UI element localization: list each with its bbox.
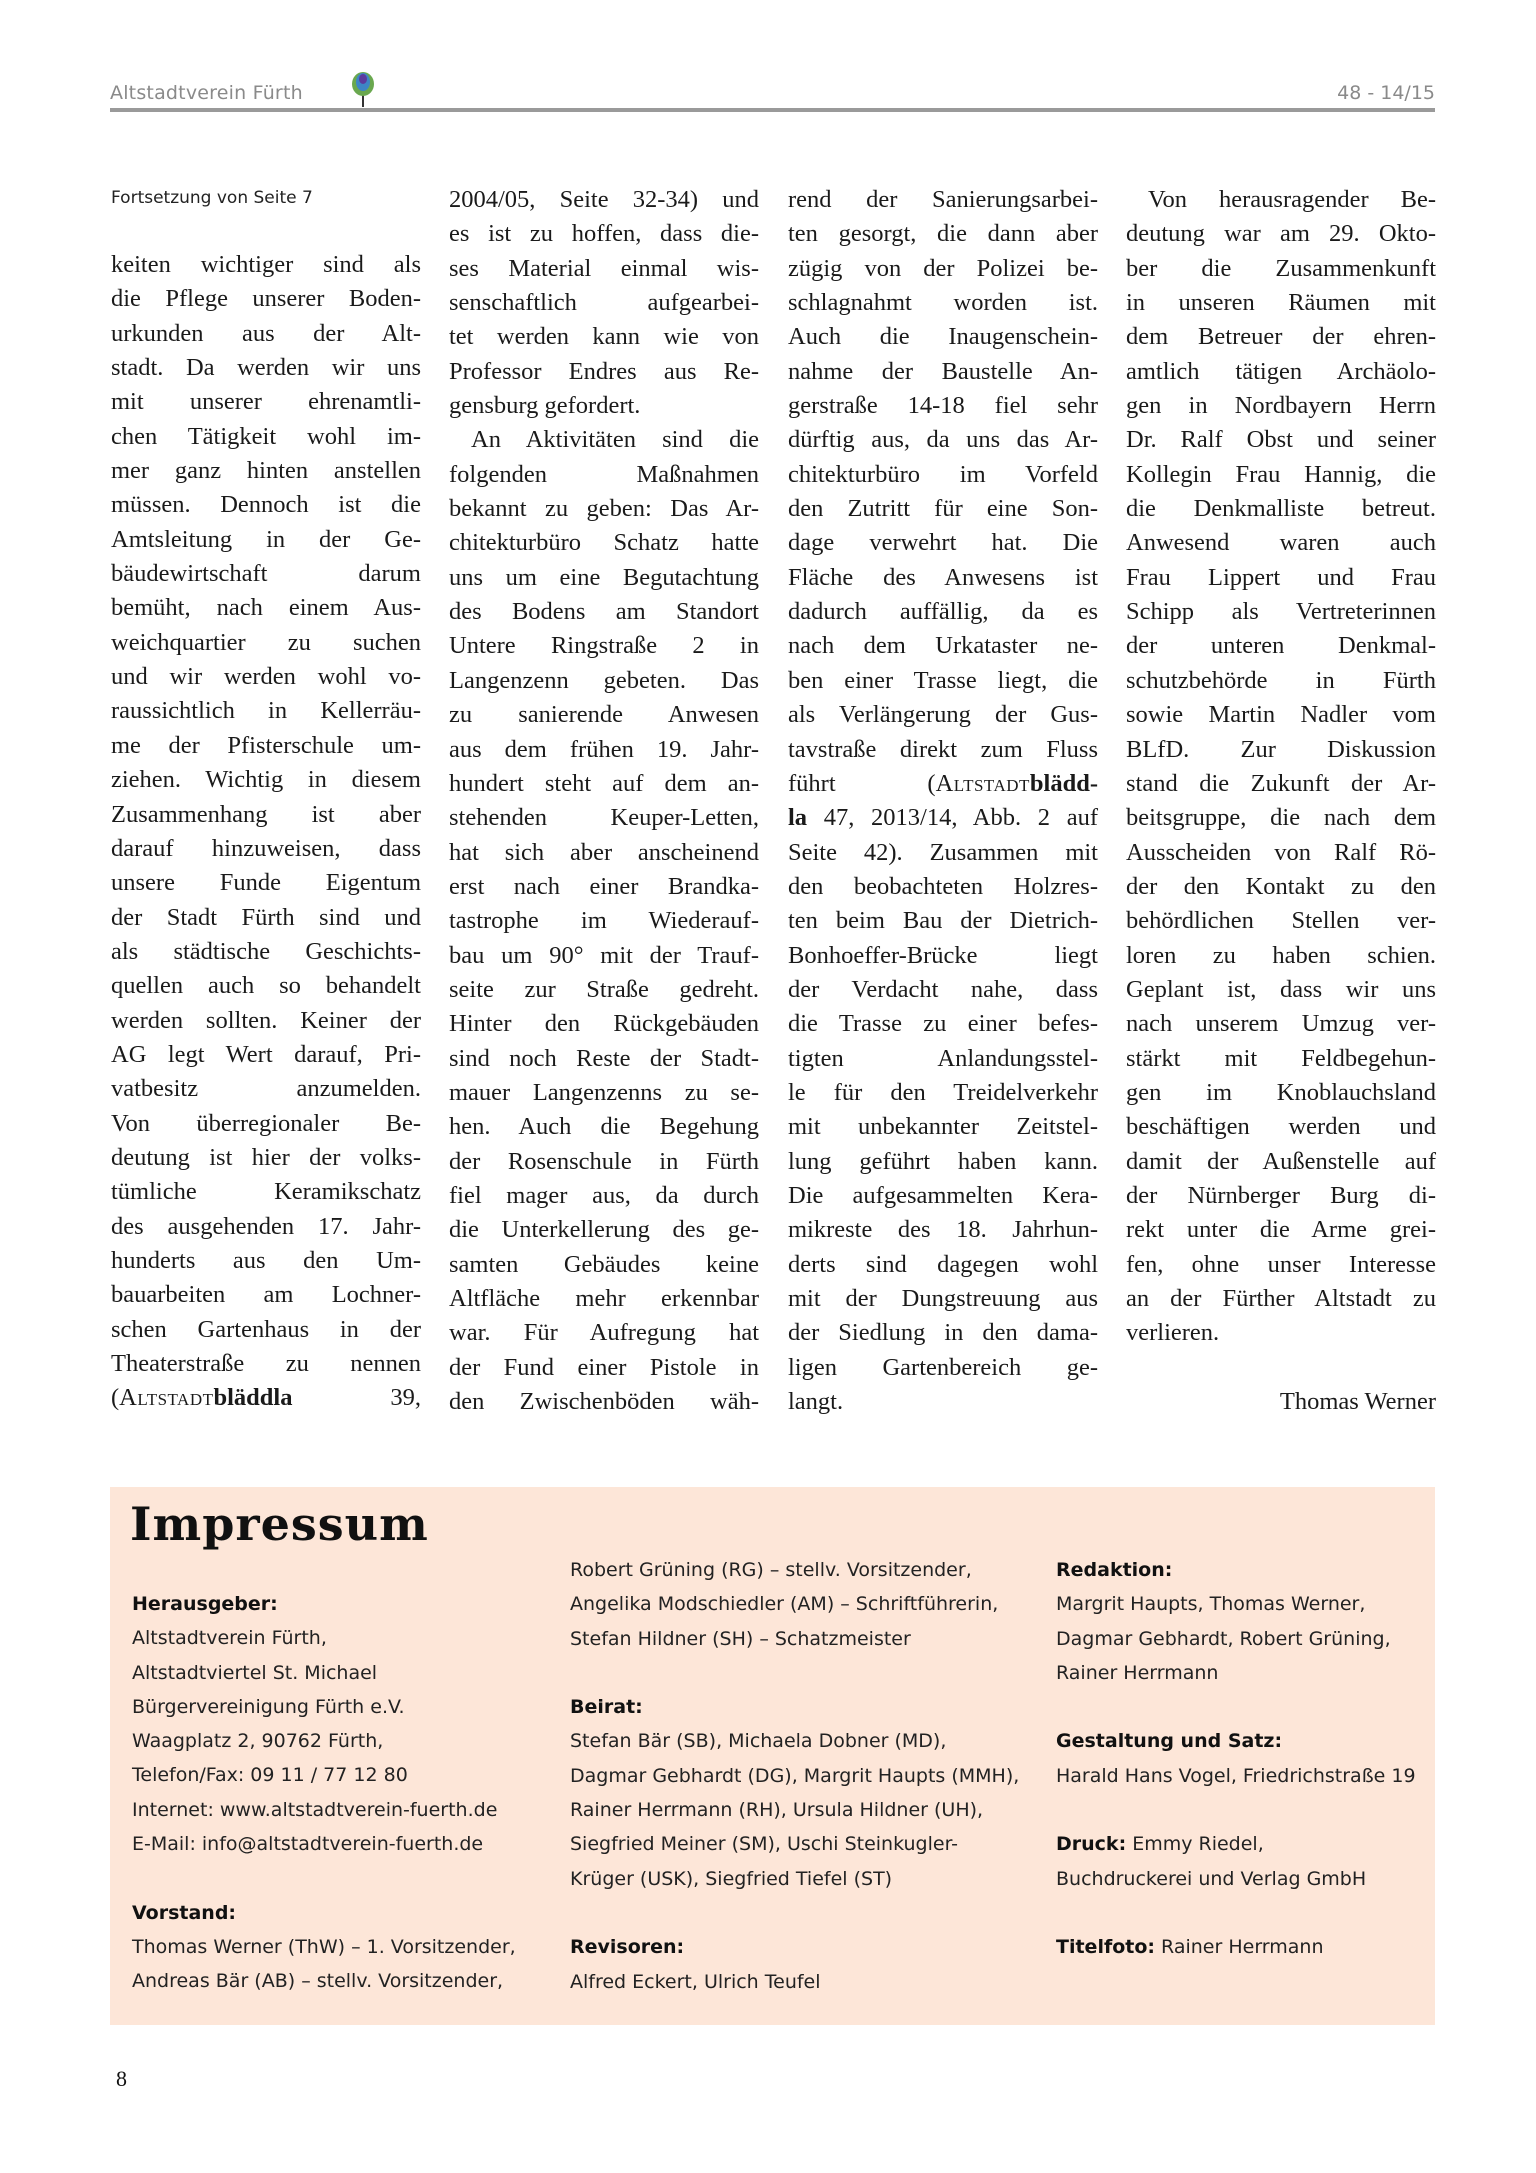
citation-line: la 47, 2013/14, Abb. 2 auf bbox=[788, 804, 1098, 832]
text-line: war. Für Aufregung hat bbox=[449, 1319, 759, 1347]
text-line: tigten Anlandungsstel- bbox=[788, 1044, 1098, 1072]
text-line: keiten wichtiger sind als bbox=[111, 251, 421, 278]
text-line: An Aktivitäten sind die bbox=[471, 426, 759, 454]
impressum-column-3 bbox=[1056, 1553, 1416, 1965]
text-line: Kollegin Frau Hannig, die bbox=[1126, 460, 1436, 488]
redaktion-line: Margrit Haupts, Thomas Werner, bbox=[1056, 1593, 1366, 1616]
text-line: tümliche Keramikschatz bbox=[111, 1178, 421, 1206]
text-line: mer ganz hinten anstellen bbox=[111, 457, 421, 485]
text-line: urkunden aus der Alt- bbox=[111, 319, 421, 347]
text-line: dürftig aus, da uns das Ar- bbox=[788, 426, 1098, 454]
redaktion-line: Dagmar Gebhardt, Robert Grüning, bbox=[1056, 1627, 1391, 1650]
text-line: ses Material einmal wis- bbox=[449, 254, 759, 282]
text-line: hunderts aus den Um- bbox=[111, 1246, 421, 1274]
text-line: Seite 42). Zusammen mit bbox=[788, 838, 1098, 866]
text-line: gen in Nordbayern Herrn bbox=[1126, 392, 1436, 420]
text-line: verlieren. bbox=[1126, 1319, 1220, 1347]
text-line: derts sind dagegen wohl bbox=[788, 1250, 1098, 1278]
text-line: stärkt mit Feldbegehun- bbox=[1126, 1044, 1436, 1072]
text-line: Theaterstraße zu nennen bbox=[111, 1350, 421, 1377]
text-line: gensburg gefordert. bbox=[449, 392, 641, 420]
text-line: unsere Funde Eigentum bbox=[111, 869, 421, 897]
text-line: bäudewirtschaft darum bbox=[111, 560, 421, 588]
text-line: deutung war am 29. Okto- bbox=[1126, 220, 1436, 248]
text-line: Dr. Ralf Obst und seiner bbox=[1126, 426, 1436, 454]
text-line: mit der Dungstreuung aus bbox=[788, 1285, 1098, 1312]
vorstand-label: Vorstand: bbox=[132, 1901, 237, 1924]
text-line: ziehen. Wichtig in diesem bbox=[111, 766, 421, 794]
titelfoto-inline: Rainer Herrmann bbox=[1155, 1936, 1324, 1959]
text-line: der den Kontakt zu den bbox=[1126, 872, 1436, 900]
impressum-column-1 bbox=[132, 1587, 516, 1999]
text-line: nahme der Baustelle An- bbox=[788, 357, 1098, 385]
herausgeber-line: Altstadtviertel St. Michael bbox=[132, 1661, 378, 1684]
herausgeber-line: Telefon/Fax: 09 11 / 77 12 80 bbox=[132, 1764, 408, 1787]
text-line: der Verdacht nahe, dass bbox=[788, 975, 1098, 1003]
text-line: ten beim Bau der Dietrich- bbox=[788, 907, 1098, 935]
text-line: mit unbekannter Zeitstel- bbox=[788, 1113, 1098, 1141]
text-line: stehenden Keuper-Letten, bbox=[449, 804, 759, 832]
text-line: sind noch Reste der Stadt- bbox=[449, 1044, 759, 1072]
titelfoto-label: Titelfoto: bbox=[1056, 1936, 1156, 1959]
text-line: des Bodens am Standort bbox=[449, 598, 759, 626]
gestaltung-label: Gestaltung und Satz: bbox=[1056, 1730, 1283, 1753]
druck-label: Druck: bbox=[1056, 1833, 1127, 1856]
text-line: nach dem Urkataster ne- bbox=[788, 632, 1098, 660]
beirat-lines bbox=[570, 1724, 1019, 1895]
text-line: chitekturbüro Schatz hatte bbox=[449, 529, 759, 557]
vorstand-line: Robert Grüning (RG) – stellv. Vorsitzender, bbox=[570, 1559, 972, 1581]
text-line: schutzbehörde in Fürth bbox=[1126, 666, 1436, 694]
text-line: dadurch auffällig, da es bbox=[788, 598, 1098, 626]
column-text bbox=[111, 248, 421, 1381]
tree-icon bbox=[350, 72, 376, 108]
article-column-4 bbox=[1126, 183, 1436, 1419]
text-line: damit der Außenstelle auf bbox=[1126, 1147, 1436, 1175]
text-line: an der Fürther Altstadt zu bbox=[1126, 1285, 1436, 1312]
text-line: der Fund einer Pistole in bbox=[449, 1353, 759, 1381]
herausgeber-lines bbox=[132, 1621, 516, 1861]
beirat-label: Beirat: bbox=[570, 1696, 643, 1719]
vorstand-line: Thomas Werner (ThW) – 1. Vorsitzender, bbox=[132, 1935, 516, 1958]
text-line: Die aufgesammelten Kera- bbox=[788, 1181, 1098, 1209]
text-line: loren zu haben schien. bbox=[1126, 941, 1436, 969]
column-text bbox=[788, 183, 1098, 767]
text-line: quellen auch so behandelt bbox=[111, 972, 421, 1000]
text-line: Geplant ist, dass wir uns bbox=[1126, 975, 1436, 1003]
text-line: stadt. Da werden wir uns bbox=[111, 354, 421, 382]
text-line: mit unserer ehrenamtli- bbox=[111, 388, 421, 416]
text-line: gen im Knoblauchsland bbox=[1126, 1078, 1436, 1106]
revisoren-label: Revisoren: bbox=[570, 1936, 685, 1959]
redaktion-label: Redaktion: bbox=[1056, 1559, 1173, 1581]
article-column-3 bbox=[788, 183, 1098, 1419]
text-line: erst nach einer Brandka- bbox=[449, 872, 759, 900]
text-line: stand die Zukunft der Ar- bbox=[1126, 769, 1436, 797]
text-line: als Verlängerung der Gus- bbox=[788, 701, 1098, 729]
text-line: Altfläche mehr erkennbar bbox=[449, 1285, 759, 1312]
text-line: ben einer Trasse liegt, die bbox=[788, 666, 1098, 694]
text-line: Langenzenn gebeten. Das bbox=[449, 666, 759, 694]
column-text bbox=[788, 836, 1098, 1420]
text-line: Bonhoeffer-Brücke liegt bbox=[788, 941, 1098, 969]
citation-line: führt (Altstadtblädd- bbox=[788, 769, 1098, 797]
citation-line: (Altstadtbläddla 39, bbox=[111, 1384, 421, 1412]
text-line: die Unterkellerung des ge- bbox=[449, 1216, 759, 1244]
impressum-box bbox=[110, 1487, 1435, 2025]
text-line: den beobachteten Holzres- bbox=[788, 872, 1098, 900]
text-line: ten gesorgt, die dann aber bbox=[788, 220, 1098, 248]
herausgeber-label: Herausgeber: bbox=[132, 1593, 278, 1615]
text-line: folgenden Maßnahmen bbox=[449, 460, 759, 488]
text-line: 2004/05, Seite 32-34) und bbox=[449, 186, 759, 213]
text-line: amtlich tätigen Archäolo- bbox=[1126, 357, 1436, 385]
herausgeber-line: E-Mail: info@altstadtverein-fuerth.de bbox=[132, 1833, 484, 1856]
text-line: die Trasse zu einer befes- bbox=[788, 1010, 1098, 1038]
text-line: deutung ist hier der volks- bbox=[111, 1143, 421, 1171]
text-line: Schipp als Vertreterinnen bbox=[1126, 598, 1436, 626]
text-line: Professor Endres aus Re- bbox=[449, 357, 759, 385]
text-line: hen. Auch die Begehung bbox=[449, 1113, 759, 1141]
text-line: weichquartier zu suchen bbox=[111, 628, 421, 656]
text-line: der Stadt Fürth sind und bbox=[111, 903, 421, 931]
text-line: zu sanierende Anwesen bbox=[449, 701, 759, 729]
text-line: bekannt zu geben: Das Ar- bbox=[449, 495, 759, 523]
text-line: müssen. Dennoch ist die bbox=[111, 491, 421, 519]
beirat-line: Stefan Bär (SB), Michaela Dobner (MD), bbox=[570, 1730, 947, 1753]
herausgeber-line: Internet: www.altstadtverein-fuerth.de bbox=[132, 1798, 498, 1821]
text-line: langt. bbox=[788, 1388, 844, 1416]
page-number: 8 bbox=[116, 2066, 127, 2091]
text-line: den Zutritt für eine Son- bbox=[788, 495, 1098, 523]
impressum-column-2 bbox=[570, 1553, 1019, 1999]
text-line: tastrophe im Wiederauf- bbox=[449, 907, 759, 935]
text-line: chitekturbüro im Vorfeld bbox=[788, 460, 1098, 488]
text-line: BLfD. Zur Diskussion bbox=[1126, 735, 1436, 763]
text-line: Fläche des Anwesens ist bbox=[788, 563, 1098, 591]
beirat-line: Krüger (USK), Siegfried Tiefel (ST) bbox=[570, 1867, 893, 1890]
revisoren-line: Alfred Eckert, Ulrich Teufel bbox=[570, 1970, 821, 1993]
text-line: der Nürnberger Burg di- bbox=[1126, 1181, 1436, 1209]
text-line: gerstraße 14-18 fiel sehr bbox=[788, 392, 1098, 420]
article-column-1 bbox=[111, 248, 421, 1416]
text-line: bau um 90° mit der Trauf- bbox=[449, 941, 759, 969]
text-line: chen Tätigkeit wohl im- bbox=[111, 422, 421, 450]
text-line: seite zur Straße gedreht. bbox=[449, 975, 759, 1003]
text-line: me der Pfisterschule um- bbox=[111, 731, 421, 759]
column-text bbox=[449, 183, 759, 423]
text-line: bauarbeiten am Lochner- bbox=[111, 1281, 421, 1309]
text-line: als städtische Geschichts- bbox=[111, 937, 421, 965]
text-line: zügig von der Polizei be- bbox=[788, 254, 1098, 282]
page-header bbox=[110, 74, 1435, 110]
text-line: die Denkmalliste betreut. bbox=[1126, 495, 1436, 523]
text-line: der Rosenschule in Fürth bbox=[449, 1147, 759, 1175]
text-line: fen, ohne unser Interesse bbox=[1126, 1250, 1436, 1278]
article-column-2 bbox=[449, 183, 759, 1419]
vorstand-line: Angelika Modschiedler (AM) – Schriftführerin, bbox=[570, 1593, 999, 1616]
vorstand-line: Stefan Hildner (SH) – Schatzmeister bbox=[570, 1627, 911, 1650]
continuation-note: Fortsetzung von Seite 7 bbox=[111, 188, 313, 208]
text-line: und wir werden wohl vo- bbox=[111, 663, 421, 691]
text-line: es ist zu hoffen, dass die- bbox=[449, 220, 759, 248]
text-line: hundert steht auf dem an- bbox=[449, 769, 759, 797]
text-line: werden sollten. Keiner der bbox=[111, 1006, 421, 1034]
text-line: senschaftlich aufgearbei- bbox=[449, 289, 759, 317]
gestaltung-line: Harald Hans Vogel, Friedrichstraße 19 bbox=[1056, 1764, 1416, 1787]
impressum-title: Impressum bbox=[130, 1497, 429, 1551]
text-line: fiel mager aus, da durch bbox=[449, 1181, 759, 1209]
text-line: lung geführt haben kann. bbox=[788, 1147, 1098, 1175]
herausgeber-line: Waagplatz 2, 90762 Fürth, bbox=[132, 1730, 384, 1753]
herausgeber-line: Bürgervereinigung Fürth e.V. bbox=[132, 1695, 405, 1718]
beirat-line: Rainer Herrmann (RH), Ursula Hildner (UH), bbox=[570, 1799, 984, 1822]
beirat-line: Dagmar Gebhardt (DG), Margrit Haupts (MMH), bbox=[570, 1764, 1020, 1787]
text-line: darauf hinzuweisen, dass bbox=[111, 834, 421, 862]
druck-inline: Emmy Riedel, bbox=[1126, 1833, 1264, 1856]
text-line: sowie Martin Nadler vom bbox=[1126, 701, 1436, 729]
text-line: beitsgruppe, die nach dem bbox=[1126, 804, 1436, 832]
text-line: der Siedlung in den dama- bbox=[788, 1319, 1098, 1347]
text-line: Untere Ringstraße 2 in bbox=[449, 632, 759, 660]
text-line: in unseren Räumen mit bbox=[1126, 289, 1436, 317]
text-line: Ausscheiden von Ralf Rö- bbox=[1126, 838, 1436, 866]
author-signature: Thomas Werner bbox=[1279, 1387, 1436, 1415]
text-line: dage verwehrt hat. Die bbox=[788, 529, 1098, 557]
text-line: le für den Treidelverkehr bbox=[788, 1078, 1098, 1106]
text-line: schlagnahmt worden ist. bbox=[788, 289, 1098, 317]
text-line: schen Gartenhaus in der bbox=[111, 1315, 421, 1343]
text-line: raussichtlich in Kellerräu- bbox=[111, 697, 421, 725]
redaktion-line: Rainer Herrmann bbox=[1056, 1661, 1219, 1684]
text-line: Zusammenhang ist aber bbox=[111, 800, 421, 828]
text-line: Hinter den Rückgebäuden bbox=[449, 1010, 759, 1038]
text-line: tavstraße direkt zum Fluss bbox=[788, 735, 1098, 763]
paragraph-activities bbox=[449, 423, 759, 1419]
text-line: uns um eine Begutachtung bbox=[449, 563, 759, 591]
text-line: die Pflege unserer Boden- bbox=[111, 285, 421, 313]
text-line: der unteren Denkmal- bbox=[1126, 632, 1436, 660]
text-line: dem Betreuer der ehren- bbox=[1126, 323, 1436, 351]
text-line: mauer Langenzenns zu se- bbox=[449, 1078, 759, 1106]
text-line: behördlichen Stellen ver- bbox=[1126, 907, 1436, 935]
text-line: vatbesitz anzumelden. bbox=[111, 1075, 421, 1103]
text-line: beschäftigen werden und bbox=[1126, 1113, 1436, 1141]
text-line: rekt unter die Arme grei- bbox=[1126, 1216, 1436, 1244]
text-line: des ausgehenden 17. Jahr- bbox=[111, 1212, 421, 1240]
text-line: Anwesend waren auch bbox=[1126, 529, 1436, 557]
header-divider bbox=[110, 108, 1435, 112]
header-title: Altstadtverein Fürth bbox=[110, 82, 303, 104]
text-line: Von überregionaler Be- bbox=[111, 1109, 421, 1137]
text-line: Auch die Inaugenschein- bbox=[788, 323, 1098, 351]
redaktion-lines bbox=[1056, 1587, 1416, 1690]
text-line: hat sich aber anscheinend bbox=[449, 838, 759, 866]
herausgeber-line: Altstadtverein Fürth, bbox=[132, 1627, 327, 1650]
text-line: AG legt Wert darauf, Pri- bbox=[111, 1040, 421, 1068]
text-line: nach unserem Umzug ver- bbox=[1126, 1010, 1436, 1038]
text-line: Frau Lippert und Frau bbox=[1126, 563, 1436, 591]
text-line: bemüht, nach einem Aus- bbox=[111, 594, 421, 622]
text-line: mikreste des 18. Jahrhun- bbox=[788, 1216, 1098, 1244]
text-line: ber die Zusammenkunft bbox=[1126, 254, 1436, 282]
druck-line: Buchdruckerei und Verlag GmbH bbox=[1056, 1867, 1367, 1890]
text-line: Amtsleitung in der Ge- bbox=[111, 525, 421, 553]
text-line: rend der Sanierungsarbei- bbox=[788, 186, 1098, 213]
text-line: Von herausragender Be- bbox=[1148, 186, 1436, 213]
text-line: tet werden kann wie von bbox=[449, 323, 759, 351]
column-text bbox=[1126, 183, 1436, 1351]
text-line: aus dem frühen 19. Jahr- bbox=[449, 735, 759, 763]
text-line: ligen Gartenbereich ge- bbox=[788, 1353, 1098, 1381]
vorstand-line: Andreas Bär (AB) – stellv. Vorsitzender, bbox=[132, 1970, 504, 1993]
text-line: den Zwischenböden wäh- bbox=[449, 1388, 759, 1416]
issue-number: 48 - 14/15 bbox=[1337, 82, 1435, 104]
beirat-line: Siegfried Meiner (SM), Uschi Steinkugler- bbox=[570, 1833, 959, 1856]
text-line: samten Gebäudes keine bbox=[449, 1250, 759, 1278]
